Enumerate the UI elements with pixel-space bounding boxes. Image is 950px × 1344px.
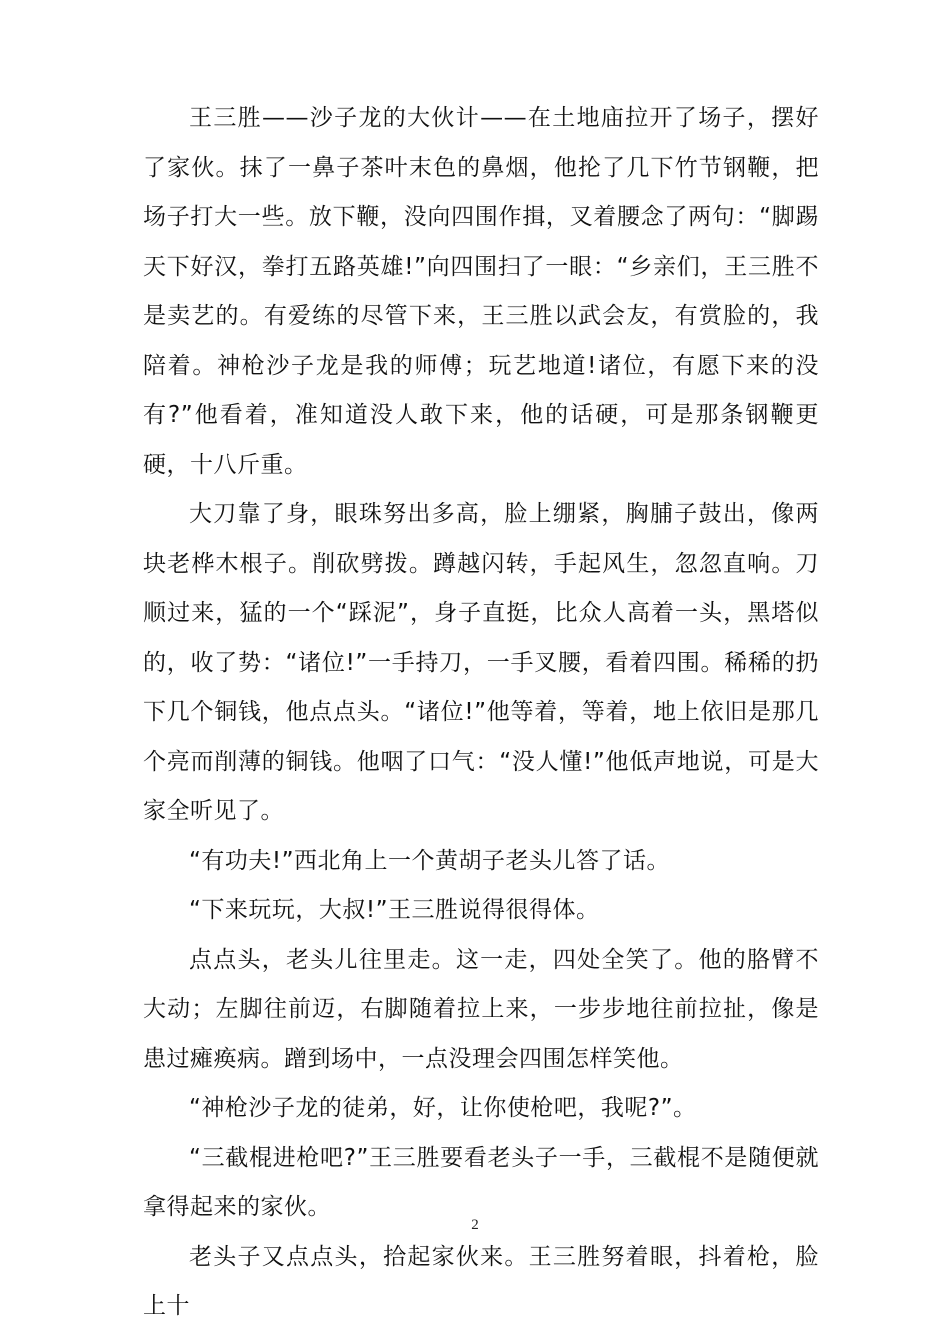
paragraph-5: 点点头，老头儿往里走。这一走，四处全笑了。他的胳臂不大动；左脚往前迈，右脚随着拉上来，一步步地往前拉扯，像是患过瘫痪病。蹭到场中，一点没理会四围怎样笑他。 bbox=[143, 946, 819, 1072]
paragraph-1: 王三胜——沙子龙的大伙计——在土地庙拉开了场子，摆好了家伙。抹了一鼻子茶叶末色的鼻烟，他抡了几下竹节钢鞭，把场子打大一些。放下鞭，没向四围作揖，叉着腰念了两句：“脚踢天下好汉，拳打五路英雄!”向四围扫了一眼：“乡亲们，王三胜不是卖艺的。有爱练的尽管下来，王三胜以武会友，有赏脸的，我陪着。神枪沙子龙是我的师傅；玩艺地道!诸位，有愿下来的没有?”他看着，准知道没人敢下来，他的话硬，可是那条钢鞭更硬，十八斤重。 bbox=[143, 105, 819, 478]
paragraph-6: “神枪沙子龙的徒弟，好，让你使枪吧，我呢?”。 bbox=[189, 1095, 697, 1121]
paragraph-7: “三截棍进枪吧?”王三胜要看老头子一手，三截棍不是随便就拿得起来的家伙。 bbox=[143, 1144, 819, 1220]
paragraph-4: “下来玩玩，大叔!”王三胜说得很得体。 bbox=[189, 897, 600, 923]
paragraph-3: “有功夫!”西北角上一个黄胡子老头儿答了话。 bbox=[189, 847, 671, 874]
document-body bbox=[143, 94, 819, 1332]
page-number: 2 bbox=[471, 1217, 479, 1233]
paragraph-2: 大刀靠了身，眼珠努出多高，脸上绷紧，胸脯子鼓出，像两块老桦木根子。削砍劈拨。蹲越闪转，手起风生，忽忽直响。刀顺过来，猛的一个“踩泥”，身子直挺，比众人高着一头，黑塔似的，收了势：“诸位!”一手持刀，一手叉腰，看着四围。稀稀的扔下几个铜钱，他点点头。“诸位!”他等着，等着，地上依旧是那几个亮而削薄的铜钱。他咽了口气：“没人懂!”他低声地说，可是大家全听见了。 bbox=[143, 501, 819, 824]
paragraph-8: 老头子又点点头，拾起家伙来。王三胜努着眼，抖着枪，脸上十 bbox=[143, 1243, 819, 1319]
